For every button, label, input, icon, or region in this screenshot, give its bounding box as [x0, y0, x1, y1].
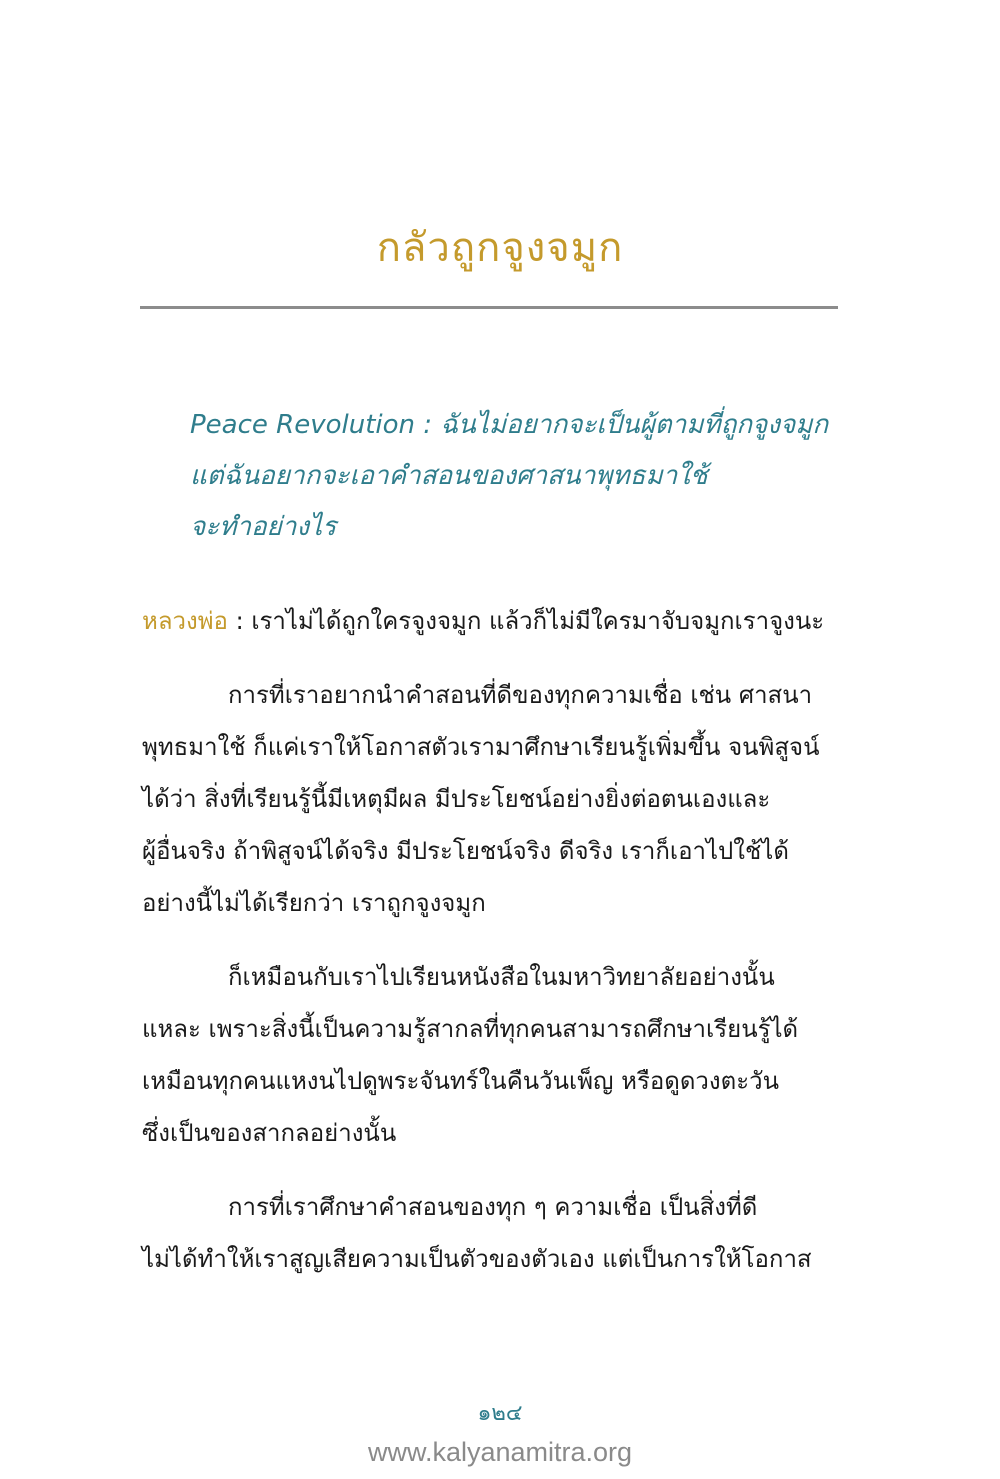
question-line: แต่ฉันอยากจะเอาคำสอนของศาสนาพุทธมาใช้	[190, 461, 708, 491]
paragraph-line: ผู้อื่นจริง ถ้าพิสูจน์ได้จริง มีประโยชน์จริง ดีจริง เราก็เอาไปใช้ได้	[142, 837, 789, 865]
paragraph-line: ซึ่งเป็นของสากลอย่างนั้น	[142, 1119, 397, 1147]
paragraph-line: ได้ว่า สิ่งที่เรียนรู้นี้มีเหตุมีผล มีประโยชน์อย่างยิ่งต่อตนเองและ	[142, 785, 771, 813]
footer-url: www.kalyanamitra.org	[367, 1437, 633, 1467]
answer-paragraph-3	[142, 1181, 842, 1285]
answer-block	[142, 595, 842, 1285]
paragraph-line: พุทธมาใช้ ก็แค่เราให้โอกาสตัวเรามาศึกษาเรียนรู้เพิ่มขึ้น จนพิสูจน์	[142, 733, 820, 761]
page-number: ๑๒๔	[477, 1401, 523, 1426]
question-line: จะทำอย่างไร	[190, 512, 337, 542]
paragraph-line: แหละ เพราะสิ่งนี้เป็นความรู้สากลที่ทุกคนสามารถศึกษาเรียนรู้ได้	[142, 1015, 799, 1043]
paragraph-line: การที่เราอยากนำคำสอนที่ดีของทุกความเชื่อ เช่น ศาสนา	[228, 681, 813, 709]
speaker-label: หลวงพ่อ	[142, 607, 228, 635]
paragraph-line: ก็เหมือนกับเราไปเรียนหนังสือในมหาวิทยาลัยอย่างนั้น	[228, 963, 775, 991]
answer-first-line	[142, 595, 842, 647]
paragraph-line: การที่เราศึกษาคำสอนของทุก ๆ ความเชื่อ เป็นสิ่งที่ดี	[228, 1193, 758, 1221]
answer-paragraph-1	[142, 669, 842, 929]
paragraph-line: เหมือนทุกคนแหงนไปดูพระจันทร์ในคืนวันเพ็ญ หรือดูดวงตะวัน	[142, 1067, 779, 1095]
title-divider	[140, 306, 838, 309]
question-block	[190, 400, 850, 553]
paragraph-line: ไม่ได้ทำให้เราสูญเสียความเป็นตัวของตัวเอง แต่เป็นการให้โอกาส	[142, 1245, 812, 1273]
answer-paragraph-2	[142, 951, 842, 1159]
question-line: Peace Revolution : ฉันไม่อยากจะเป็นผู้ตามที่ถูกจูงจมูก	[190, 410, 829, 440]
page-title: กลัวถูกจูงจมูก	[376, 225, 624, 271]
paragraph-line: อย่างนี้ไม่ได้เรียกว่า เราถูกจูงจมูก	[142, 889, 486, 917]
answer-first-line-text: : เราไม่ได้ถูกใครจูงจมูก แล้วก็ไม่มีใครมาจับจมูกเราจูงนะ	[227, 607, 825, 635]
